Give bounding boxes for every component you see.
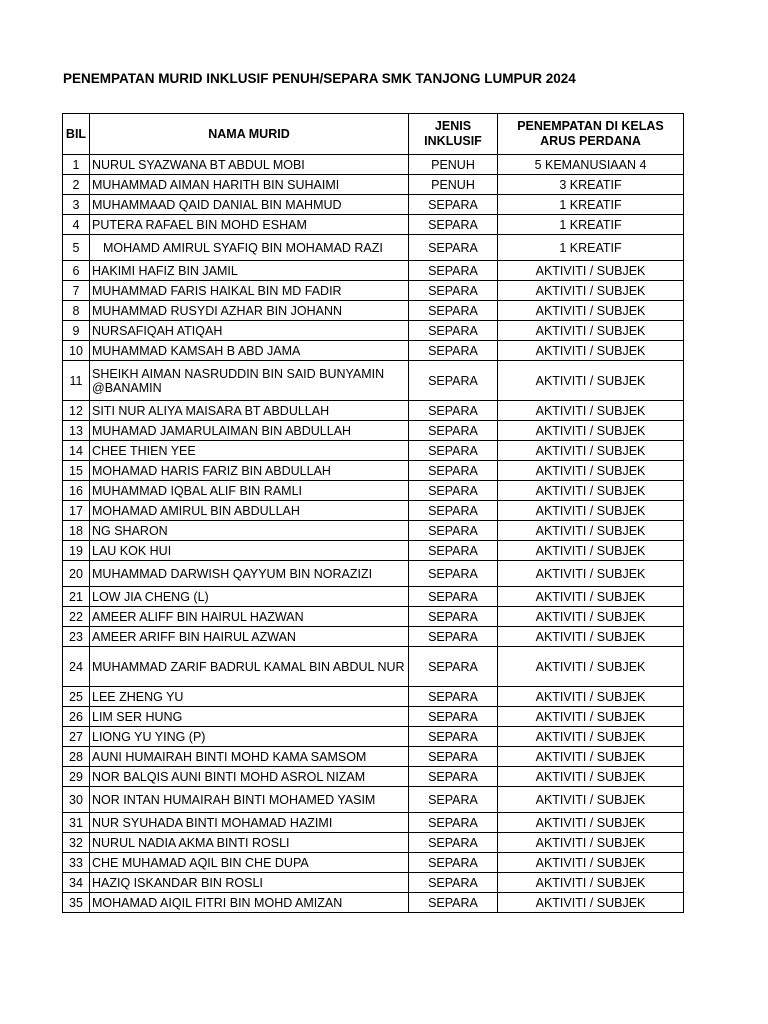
cell-placement: AKTIVITI / SUBJEK <box>498 521 684 541</box>
cell-bil: 8 <box>63 301 90 321</box>
cell-inclusion-type: SEPARA <box>409 647 498 687</box>
cell-student-name: NURSAFIQAH ATIQAH <box>90 321 409 341</box>
cell-student-name: PUTERA RAFAEL BIN MOHD ESHAM <box>90 215 409 235</box>
cell-placement: AKTIVITI / SUBJEK <box>498 853 684 873</box>
column-header-placement: PENEMPATAN DI KELAS ARUS PERDANA <box>498 114 684 155</box>
table-row <box>63 361 684 401</box>
table-row <box>63 853 684 873</box>
table-row <box>63 401 684 421</box>
cell-placement: 3 KREATIF <box>498 175 684 195</box>
table-row <box>63 461 684 481</box>
cell-inclusion-type: SEPARA <box>409 341 498 361</box>
cell-placement: AKTIVITI / SUBJEK <box>498 873 684 893</box>
cell-inclusion-type: SEPARA <box>409 441 498 461</box>
table-row <box>63 421 684 441</box>
cell-placement: AKTIVITI / SUBJEK <box>498 401 684 421</box>
table-row <box>63 341 684 361</box>
cell-bil: 11 <box>63 361 90 401</box>
cell-inclusion-type: SEPARA <box>409 707 498 727</box>
table-row <box>63 541 684 561</box>
table-row <box>63 893 684 913</box>
cell-placement: AKTIVITI / SUBJEK <box>498 481 684 501</box>
cell-inclusion-type: SEPARA <box>409 481 498 501</box>
cell-bil: 32 <box>63 833 90 853</box>
table-row <box>63 747 684 767</box>
table-row <box>63 155 684 175</box>
table-row <box>63 833 684 853</box>
cell-bil: 21 <box>63 587 90 607</box>
cell-placement: AKTIVITI / SUBJEK <box>498 767 684 787</box>
cell-bil: 19 <box>63 541 90 561</box>
cell-bil: 17 <box>63 501 90 521</box>
cell-inclusion-type: SEPARA <box>409 587 498 607</box>
cell-placement: AKTIVITI / SUBJEK <box>498 561 684 587</box>
table-row <box>63 687 684 707</box>
cell-placement: AKTIVITI / SUBJEK <box>498 441 684 461</box>
cell-placement: AKTIVITI / SUBJEK <box>498 587 684 607</box>
table-row <box>63 787 684 813</box>
table-row <box>63 441 684 461</box>
cell-student-name: LOW JIA CHENG (L) <box>90 587 409 607</box>
cell-inclusion-type: SEPARA <box>409 687 498 707</box>
table-header-row <box>63 114 684 155</box>
cell-bil: 7 <box>63 281 90 301</box>
cell-student-name: NOR INTAN HUMAIRAH BINTI MOHAMED YASIM <box>90 787 409 813</box>
cell-student-name: MUHAMMAD FARIS HAIKAL BIN MD FADIR <box>90 281 409 301</box>
cell-student-name: NURUL SYAZWANA BT ABDUL MOBI <box>90 155 409 175</box>
table-row <box>63 767 684 787</box>
cell-student-name: MUHAMMAD IQBAL ALIF BIN RAMLI <box>90 481 409 501</box>
cell-student-name: LIM SER HUNG <box>90 707 409 727</box>
cell-student-name: CHE MUHAMAD AQIL BIN CHE DUPA <box>90 853 409 873</box>
table-row <box>63 501 684 521</box>
cell-placement: AKTIVITI / SUBJEK <box>498 707 684 727</box>
cell-bil: 33 <box>63 853 90 873</box>
cell-bil: 31 <box>63 813 90 833</box>
cell-placement: AKTIVITI / SUBJEK <box>498 541 684 561</box>
cell-student-name: LIONG YU YING (P) <box>90 727 409 747</box>
cell-student-name: MUHAMMAD KAMSAH B ABD JAMA <box>90 341 409 361</box>
cell-placement: 5 KEMANUSIAAN 4 <box>498 155 684 175</box>
cell-student-name: MUHAMAD JAMARULAIMAN BIN ABDULLAH <box>90 421 409 441</box>
cell-student-name: HAKIMI HAFIZ BIN JAMIL <box>90 261 409 281</box>
table-row <box>63 727 684 747</box>
cell-student-name: MOHAMAD AIQIL FITRI BIN MOHD AMIZAN <box>90 893 409 913</box>
table-row <box>63 261 684 281</box>
table-row <box>63 607 684 627</box>
cell-bil: 4 <box>63 215 90 235</box>
table-row <box>63 627 684 647</box>
column-header-type: JENIS INKLUSIF <box>409 114 498 155</box>
cell-placement: AKTIVITI / SUBJEK <box>498 813 684 833</box>
cell-inclusion-type: SEPARA <box>409 747 498 767</box>
cell-inclusion-type: SEPARA <box>409 521 498 541</box>
cell-placement: AKTIVITI / SUBJEK <box>498 261 684 281</box>
table-row <box>63 647 684 687</box>
table-row <box>63 481 684 501</box>
cell-student-name: LAU KOK HUI <box>90 541 409 561</box>
cell-placement: 1 KREATIF <box>498 215 684 235</box>
cell-placement: AKTIVITI / SUBJEK <box>498 687 684 707</box>
cell-placement: AKTIVITI / SUBJEK <box>498 301 684 321</box>
cell-bil: 18 <box>63 521 90 541</box>
cell-bil: 14 <box>63 441 90 461</box>
cell-placement: AKTIVITI / SUBJEK <box>498 281 684 301</box>
cell-bil: 9 <box>63 321 90 341</box>
cell-inclusion-type: SEPARA <box>409 561 498 587</box>
cell-inclusion-type: SEPARA <box>409 727 498 747</box>
cell-placement: 1 KREATIF <box>498 195 684 215</box>
cell-bil: 10 <box>63 341 90 361</box>
cell-placement: AKTIVITI / SUBJEK <box>498 361 684 401</box>
table-row <box>63 813 684 833</box>
cell-bil: 25 <box>63 687 90 707</box>
cell-bil: 6 <box>63 261 90 281</box>
cell-bil: 22 <box>63 607 90 627</box>
cell-student-name: LEE ZHENG YU <box>90 687 409 707</box>
cell-inclusion-type: SEPARA <box>409 421 498 441</box>
cell-placement: 1 KREATIF <box>498 235 684 261</box>
cell-inclusion-type: SEPARA <box>409 853 498 873</box>
cell-bil: 13 <box>63 421 90 441</box>
table-row <box>63 561 684 587</box>
cell-bil: 23 <box>63 627 90 647</box>
cell-bil: 30 <box>63 787 90 813</box>
cell-placement: AKTIVITI / SUBJEK <box>498 833 684 853</box>
cell-placement: AKTIVITI / SUBJEK <box>498 727 684 747</box>
cell-student-name: HAZIQ ISKANDAR BIN ROSLI <box>90 873 409 893</box>
document-title: PENEMPATAN MURID INKLUSIF PENUH/SEPARA SMK TANJONG LUMPUR 2024 <box>63 71 576 86</box>
cell-inclusion-type: SEPARA <box>409 501 498 521</box>
cell-placement: AKTIVITI / SUBJEK <box>498 607 684 627</box>
table-row <box>63 235 684 261</box>
cell-student-name: AMEER ARIFF BIN HAIRUL AZWAN <box>90 627 409 647</box>
cell-inclusion-type: SEPARA <box>409 787 498 813</box>
cell-inclusion-type: SEPARA <box>409 195 498 215</box>
cell-placement: AKTIVITI / SUBJEK <box>498 461 684 481</box>
cell-bil: 1 <box>63 155 90 175</box>
cell-bil: 12 <box>63 401 90 421</box>
cell-placement: AKTIVITI / SUBJEK <box>498 501 684 521</box>
cell-student-name: AMEER ALIFF BIN HAIRUL HAZWAN <box>90 607 409 627</box>
cell-placement: AKTIVITI / SUBJEK <box>498 747 684 767</box>
cell-inclusion-type: PENUH <box>409 155 498 175</box>
cell-student-name: SITI NUR ALIYA MAISARA BT ABDULLAH <box>90 401 409 421</box>
cell-bil: 29 <box>63 767 90 787</box>
cell-inclusion-type: SEPARA <box>409 813 498 833</box>
table-row <box>63 215 684 235</box>
student-placement-table <box>62 113 684 913</box>
cell-inclusion-type: SEPARA <box>409 235 498 261</box>
cell-placement: AKTIVITI / SUBJEK <box>498 341 684 361</box>
cell-inclusion-type: SEPARA <box>409 301 498 321</box>
table-row <box>63 587 684 607</box>
cell-student-name: SHEIKH AIMAN NASRUDDIN BIN SAID BUNYAMIN @BANAMIN <box>90 361 409 401</box>
cell-student-name: MOHAMAD HARIS FARIZ BIN ABDULLAH <box>90 461 409 481</box>
cell-student-name: NUR SYUHADA BINTI MOHAMAD HAZIMI <box>90 813 409 833</box>
cell-placement: AKTIVITI / SUBJEK <box>498 787 684 813</box>
cell-student-name: MUHAMMAD DARWISH QAYYUM BIN NORAZIZI <box>90 561 409 587</box>
cell-student-name: AUNI HUMAIRAH BINTI MOHD KAMA SAMSOM <box>90 747 409 767</box>
cell-inclusion-type: PENUH <box>409 175 498 195</box>
table-row <box>63 195 684 215</box>
table-body <box>63 155 684 913</box>
cell-bil: 34 <box>63 873 90 893</box>
table-row <box>63 321 684 341</box>
cell-inclusion-type: SEPARA <box>409 321 498 341</box>
cell-student-name: MUHAMMAAD QAID DANIAL BIN MAHMUD <box>90 195 409 215</box>
cell-inclusion-type: SEPARA <box>409 261 498 281</box>
cell-student-name: CHEE THIEN YEE <box>90 441 409 461</box>
cell-student-name: MUHAMMAD RUSYDI AZHAR BIN JOHANN <box>90 301 409 321</box>
cell-student-name: NG SHARON <box>90 521 409 541</box>
cell-student-name: MUHAMMAD AIMAN HARITH BIN SUHAIMI <box>90 175 409 195</box>
cell-placement: AKTIVITI / SUBJEK <box>498 647 684 687</box>
cell-bil: 15 <box>63 461 90 481</box>
cell-placement: AKTIVITI / SUBJEK <box>498 421 684 441</box>
cell-inclusion-type: SEPARA <box>409 607 498 627</box>
cell-student-name: MUHAMMAD ZARIF BADRUL KAMAL BIN ABDUL NUR <box>90 647 409 687</box>
cell-student-name: MOHAMAD AMIRUL BIN ABDULLAH <box>90 501 409 521</box>
cell-inclusion-type: SEPARA <box>409 541 498 561</box>
cell-bil: 28 <box>63 747 90 767</box>
cell-inclusion-type: SEPARA <box>409 893 498 913</box>
cell-inclusion-type: SEPARA <box>409 281 498 301</box>
cell-bil: 26 <box>63 707 90 727</box>
table-row <box>63 175 684 195</box>
table-row <box>63 707 684 727</box>
table-row <box>63 521 684 541</box>
cell-placement: AKTIVITI / SUBJEK <box>498 627 684 647</box>
column-header-bil: BIL <box>63 114 90 155</box>
table-row <box>63 873 684 893</box>
cell-inclusion-type: SEPARA <box>409 767 498 787</box>
cell-bil: 35 <box>63 893 90 913</box>
cell-bil: 2 <box>63 175 90 195</box>
cell-inclusion-type: SEPARA <box>409 461 498 481</box>
cell-student-name: MOHAMD AMIRUL SYAFIQ BIN MOHAMAD RAZI <box>90 235 409 261</box>
cell-inclusion-type: SEPARA <box>409 873 498 893</box>
cell-student-name: NOR BALQIS AUNI BINTI MOHD ASROL NIZAM <box>90 767 409 787</box>
cell-bil: 3 <box>63 195 90 215</box>
cell-placement: AKTIVITI / SUBJEK <box>498 321 684 341</box>
cell-bil: 20 <box>63 561 90 587</box>
cell-inclusion-type: SEPARA <box>409 215 498 235</box>
cell-bil: 16 <box>63 481 90 501</box>
table-row <box>63 281 684 301</box>
cell-bil: 5 <box>63 235 90 261</box>
cell-placement: AKTIVITI / SUBJEK <box>498 893 684 913</box>
table-row <box>63 301 684 321</box>
column-header-name: NAMA MURID <box>90 114 409 155</box>
cell-inclusion-type: SEPARA <box>409 401 498 421</box>
cell-bil: 24 <box>63 647 90 687</box>
cell-student-name: NURUL NADIA AKMA BINTI ROSLI <box>90 833 409 853</box>
cell-inclusion-type: SEPARA <box>409 627 498 647</box>
cell-inclusion-type: SEPARA <box>409 833 498 853</box>
cell-bil: 27 <box>63 727 90 747</box>
cell-inclusion-type: SEPARA <box>409 361 498 401</box>
